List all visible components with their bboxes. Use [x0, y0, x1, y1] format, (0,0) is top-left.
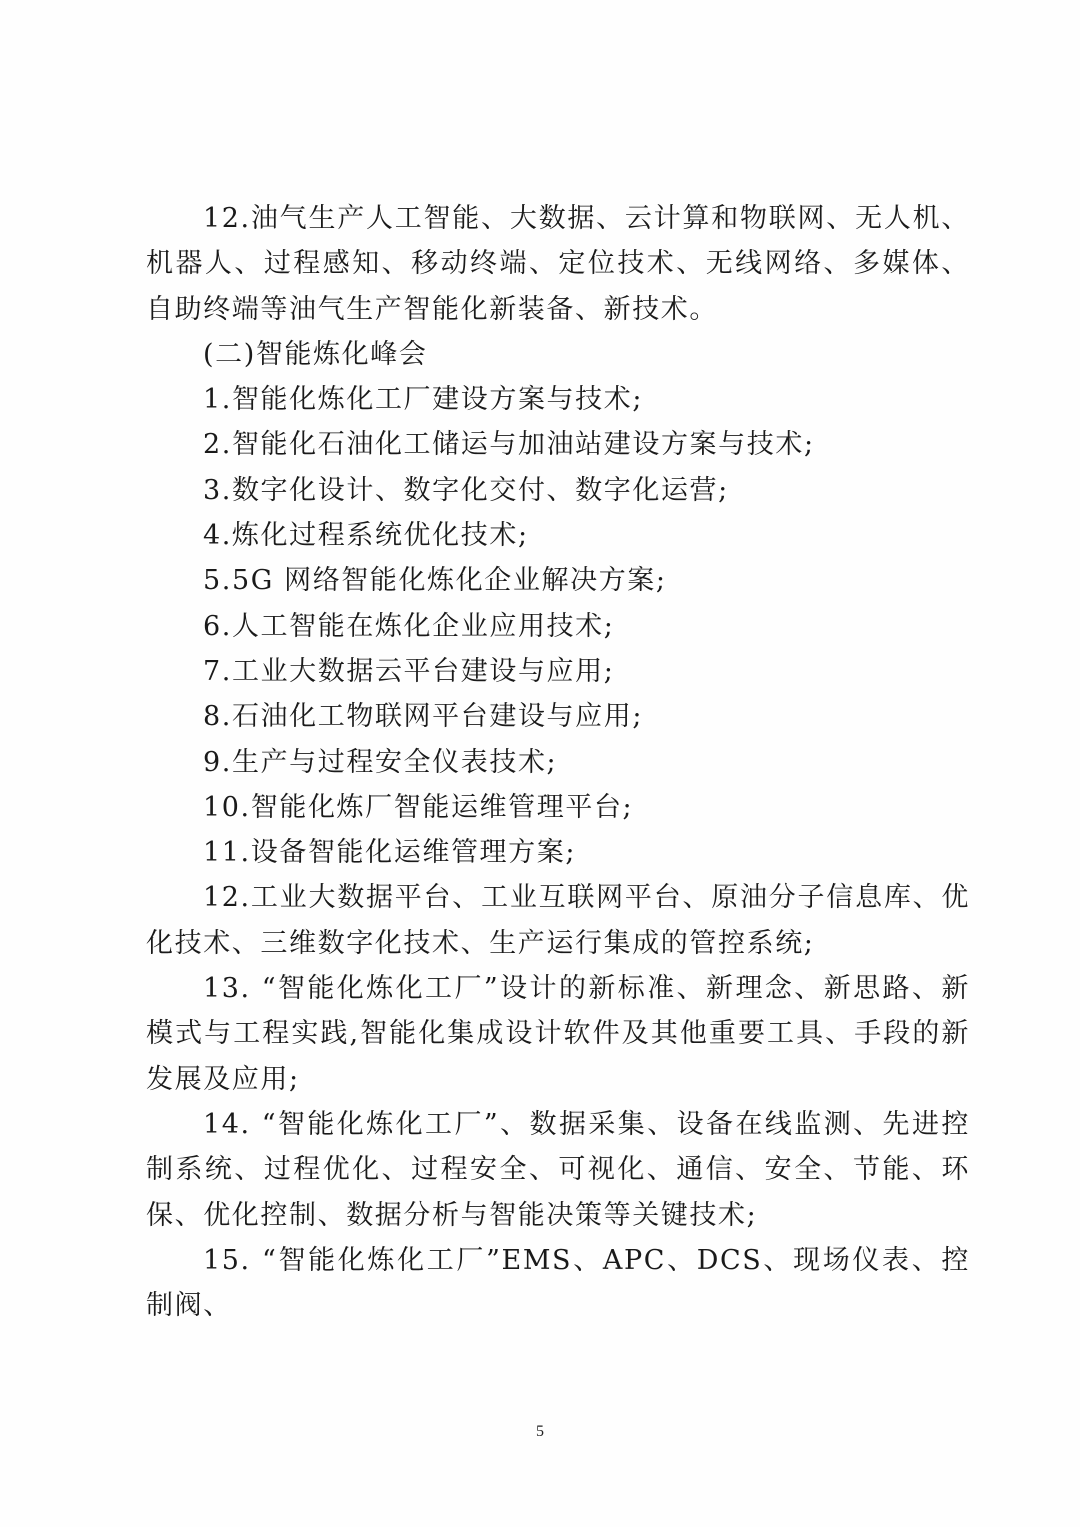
list-item-14: 14. “智能化炼化工厂”、数据采集、设备在线监测、先进控制系统、过程优化、过程安全、可视化、通信、安全、节能、环保、优化控制、数据分析与智能决策等关键技术;: [146, 1108, 970, 1231]
list-item-8: 8.石油化工物联网平台建设与应用;: [203, 701, 644, 733]
list-item-9: 9.生产与过程安全仪表技术;: [203, 746, 558, 778]
page-number: 5: [536, 1423, 544, 1440]
list-item-10: 10.智能化炼厂智能运维管理平台;: [203, 791, 634, 823]
paragraph-oilgas-item-12: 12.油气生产人工智能、大数据、云计算和物联网、无人机、机器人、过程感知、移动终端、定位技术、无线网络、多媒体、自助终端等油气生产智能化新装备、新技术。: [146, 203, 970, 325]
list-item-15: 15. “智能化炼化工厂”EMS、APC、DCS、现场仪表、控制阀、: [146, 1244, 970, 1322]
list-item-7: 7.工业大数据云平台建设与应用;: [203, 655, 615, 687]
document-body: [146, 196, 970, 1328]
list-item-13: 13. “智能化炼化工厂”设计的新标准、新理念、新思路、新模式与工程实践,智能化集成设计软件及其他重要工具、手段的新发展及应用;: [146, 973, 970, 1095]
list-item-11: 11.设备智能化运维管理方案;: [203, 837, 577, 869]
list-item-1: 1.智能化炼化工厂建设方案与技术;: [203, 384, 644, 416]
list-item-3: 3.数字化设计、数字化交付、数字化运营;: [203, 474, 729, 506]
section-heading-smart-refining-summit: (二)智能炼化峰会: [203, 338, 428, 370]
list-item-2: 2.智能化石油化工储运与加油站建设方案与技术;: [203, 429, 815, 461]
list-item-4: 4.炼化过程系统优化技术;: [203, 520, 529, 552]
list-item-5: 5.5G 网络智能化炼化企业解决方案;: [203, 565, 667, 597]
list-item-12: 12.工业大数据平台、工业互联网平台、原油分子信息库、优化技术、三维数字化技术、生产运行集成的管控系统;: [146, 882, 970, 959]
list-item-6: 6.人工智能在炼化企业应用技术;: [203, 610, 615, 642]
